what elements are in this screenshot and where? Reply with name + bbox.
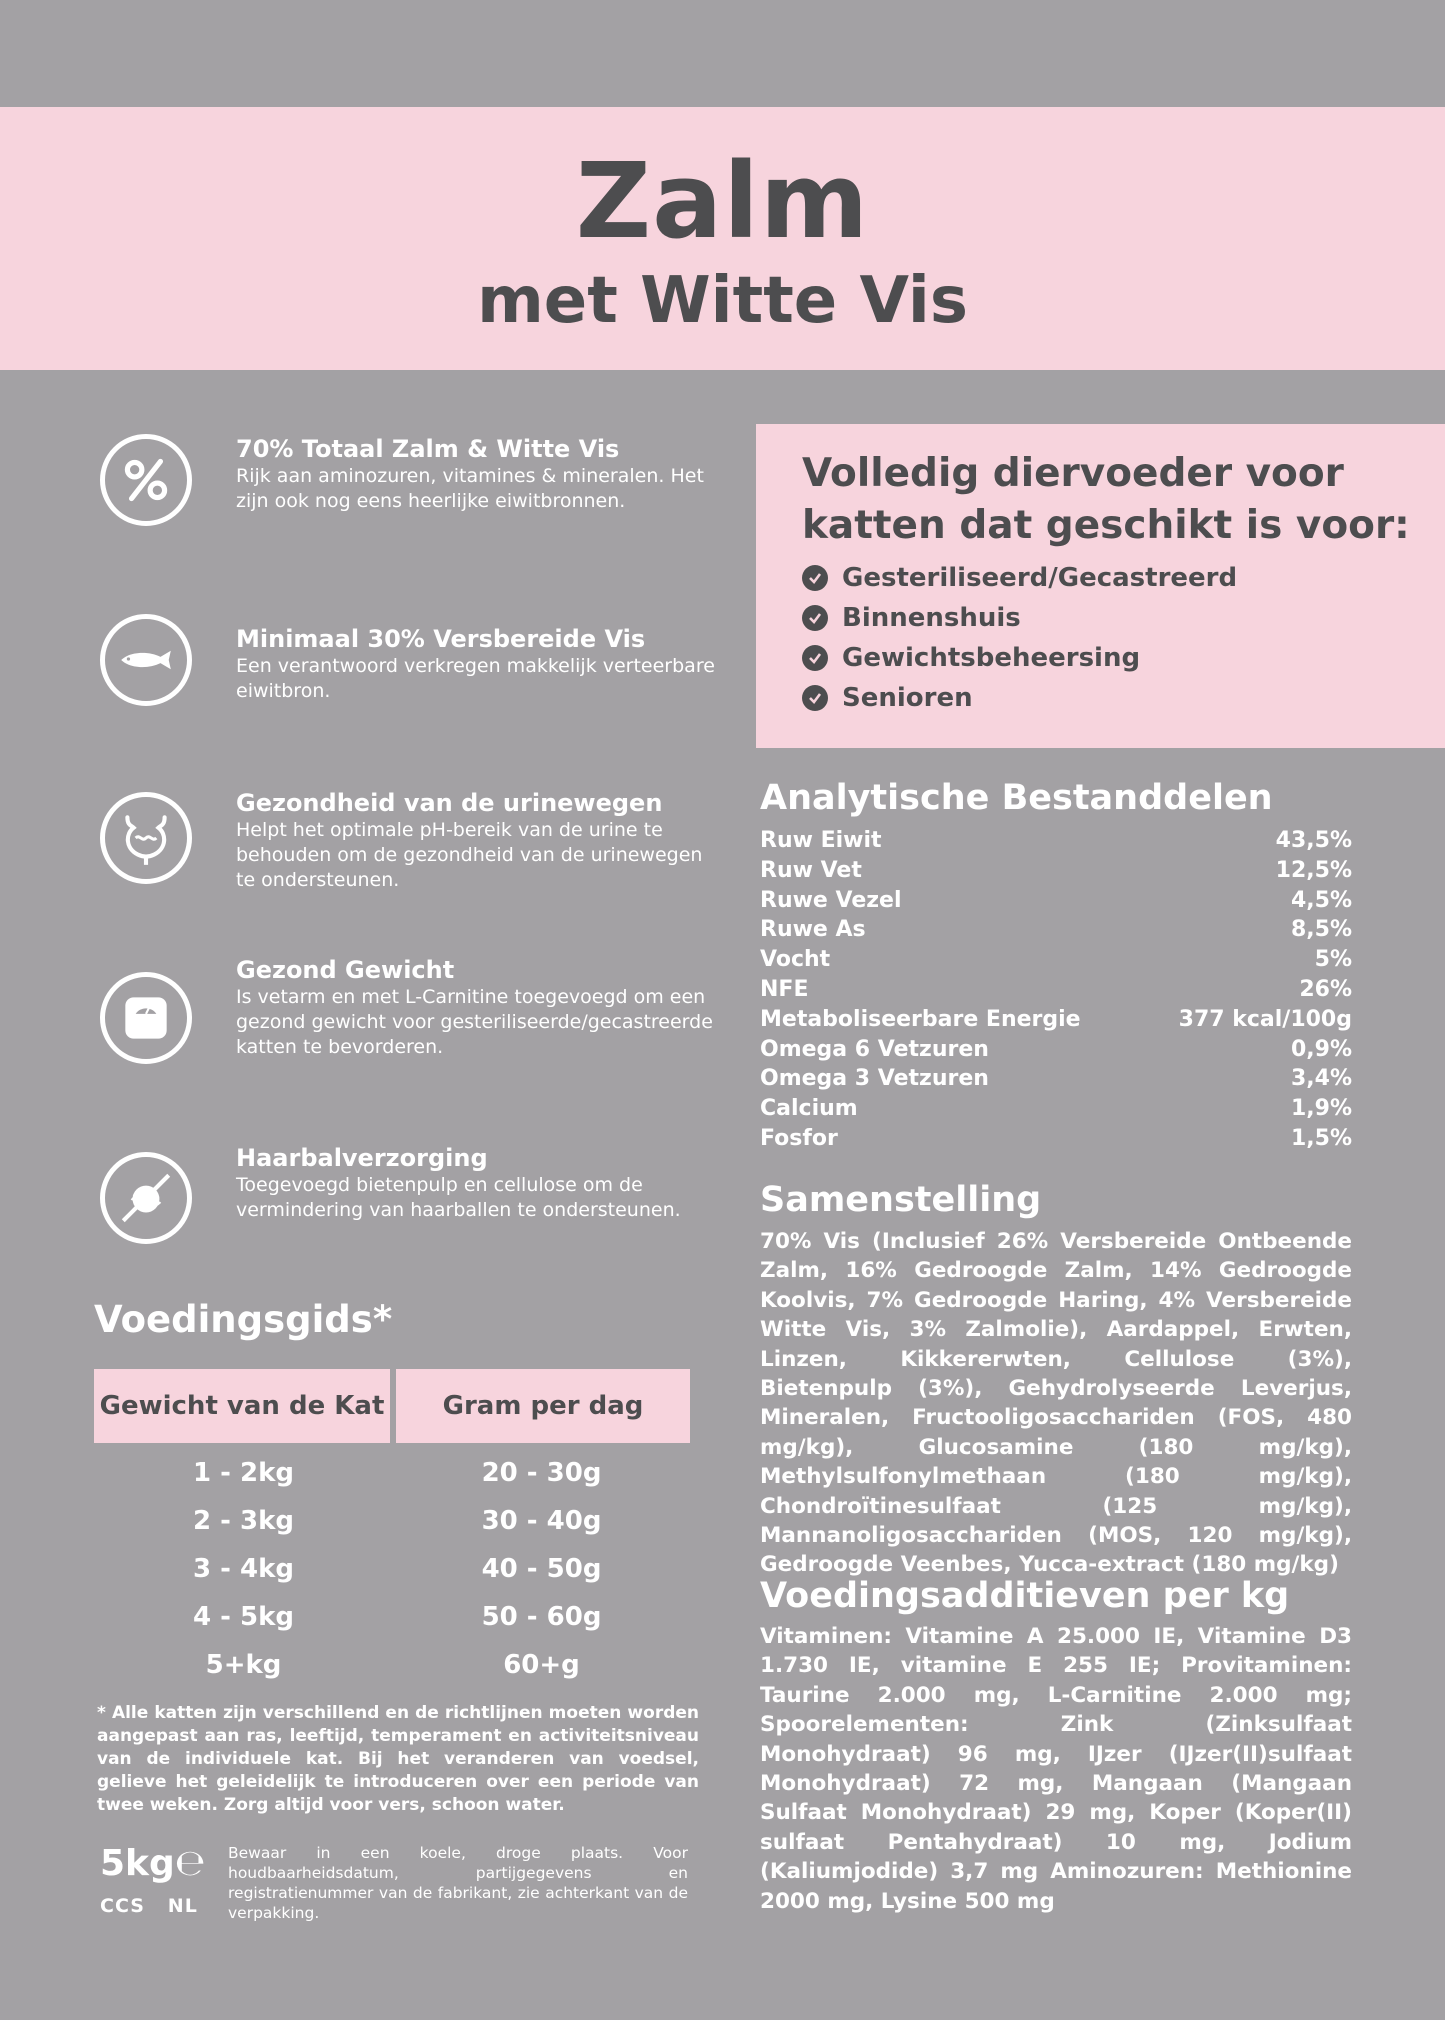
title-banner [0, 107, 1445, 370]
nutrient-value: 3,4% [1290, 1066, 1352, 1092]
feeding-table [94, 1369, 690, 1689]
grams-per-day: 20 - 30g [481, 1458, 602, 1488]
table-row [760, 1064, 1352, 1094]
grams-per-day: 50 - 60g [481, 1602, 602, 1632]
weight-value: 5kg [100, 1843, 175, 1884]
table-row [94, 1641, 690, 1689]
table-row [760, 856, 1352, 886]
suitable-item: Binnenshuis [842, 603, 1021, 633]
nutrient-value: 8,5% [1290, 917, 1352, 943]
nutrient-value: 43,5% [1275, 828, 1352, 853]
nutrient-name: Fosfor [760, 1125, 838, 1151]
cat-weight: 3 - 4kg [193, 1554, 294, 1584]
language-codes [100, 1895, 198, 1917]
table-row [94, 1443, 690, 1497]
bladder-icon [100, 792, 192, 884]
suitable-item: Senioren [842, 683, 973, 713]
nutrient-value: 4,5% [1290, 887, 1352, 913]
product-subtitle: met Witte Vis [477, 264, 968, 338]
nutrient-value: 1,9% [1290, 1096, 1352, 1122]
percent-icon [100, 434, 192, 526]
check-icon [802, 605, 828, 631]
table-row [94, 1593, 690, 1641]
check-icon [802, 645, 828, 671]
product-title: Zalm [575, 140, 870, 262]
table-row [760, 1094, 1352, 1124]
nutrient-name: Metaboliseerbare Energie [760, 1006, 1081, 1032]
table-row [760, 1035, 1352, 1065]
feature-description: Een verantwoord verkregen makkelijk verteerbare eiwitbron. [236, 655, 715, 702]
grams-per-day: 60+g [503, 1650, 580, 1680]
composition-text: 70% Vis (Inclusief 26% Versbereide Ontbeende Zalm, 16% Gedroogde Zalm, 14% Gedroogde Koolvis, 7% Gedroogde Haring, 4% Versbereide Witte Vis, 3% Zalmolie), Aardappel, Erwten, Linzen, Kikkererwten, Cellulose (3%), Bietenpulp (3%), Gehydrolyseerde Leverjus, Mineralen, Fructooligosacchariden (FOS, 480 mg/kg), Glucosamine (180 mg/kg), Methylsulfonylmethaan (180 mg/kg), Chondroïtinesulfaat (125 mg/kg), Mannanoligosacchariden (MOS, 120 mg/kg), Gedroogde Veenbes, Yucca-extract (180 mg/kg) [760, 1229, 1352, 1578]
nutrient-value: 12,5% [1275, 857, 1352, 883]
column-header-grams: Gram per dag [393, 1369, 690, 1443]
feature-description: Toegevoegd bietenpulp en cellulose om de vermindering van haarballen te ondersteunen. [236, 1174, 681, 1221]
analytical-table [760, 826, 1352, 1154]
table-row [760, 975, 1352, 1005]
feeding-note: * Alle katten zijn verschillend en de richtlijnen moeten worden aangepast aan ras, leeftijd, temperament en activiteitsniveau van de individuele kat. Bij het veranderen van voedsel, gelieve het geleidelijk te introduceren over een periode van twee weken. Zorg altijd voor vers, schoon water. [97, 1703, 699, 1815]
feature-title: Gezondheid van de urinewegen [236, 789, 663, 817]
table-row [94, 1497, 690, 1545]
grams-per-day: 40 - 50g [481, 1554, 602, 1584]
table-row [760, 945, 1352, 975]
estimated-sign: ℮ [174, 1843, 206, 1884]
feature-description: Rijk aan aminozuren, vitamines & mineralen. Het zijn ook nog eens heerlijke eiwitbronnen. [236, 465, 704, 512]
nutrient-name: Calcium [760, 1096, 858, 1122]
additives-heading: Voedingsadditieven per kg [760, 1576, 1290, 1616]
nutrient-name: Ruwe As [760, 917, 866, 943]
table-row [760, 886, 1352, 916]
cat-weight: 5+kg [205, 1650, 282, 1680]
storage-instructions: Bewaar in een koele, droge plaats. Voor houdbaarheidsdatum, partijgegevens en registratienummer van de fabrikant, zie achterkant van de verpakking. [228, 1844, 688, 1922]
feature-description: Helpt het optimale pH-bereik van de urine te behouden om de gezondheid van de urinewegen te ondersteunen. [236, 819, 703, 891]
nutrient-value: 5% [1314, 947, 1352, 973]
nutrient-name: Ruw Eiwit [760, 828, 882, 853]
table-row [94, 1545, 690, 1593]
nutrient-value: 1,5% [1290, 1125, 1352, 1151]
check-icon [802, 685, 828, 711]
nl-label: NL [167, 1895, 198, 1917]
list-item [802, 598, 1237, 638]
table-row [760, 826, 1352, 856]
nutrient-value: 377 kcal/100g [1178, 1006, 1352, 1032]
cat-weight: 2 - 3kg [193, 1506, 294, 1536]
nutrient-name: Omega 6 Vetzuren [760, 1036, 989, 1062]
list-item [802, 678, 1237, 718]
composition-heading: Samenstelling [760, 1180, 1042, 1220]
feature-title: Haarbalverzorging [236, 1144, 488, 1172]
cat-weight: 4 - 5kg [193, 1602, 294, 1632]
scale-icon [100, 972, 192, 1064]
suitable-for-box [756, 424, 1445, 748]
nutrient-name: Ruw Vet [760, 857, 862, 883]
table-row [760, 915, 1352, 945]
ccs-label: CCS [100, 1895, 145, 1917]
additives-text: Vitaminen: Vitamine A 25.000 IE, Vitamine D3 1.730 IE, vitamine E 255 IE; Provitaminen: Taurine 2.000 mg, L-Carnitine 2.000 mg; Spoorelementen: Zink (Zinksulfaat Monohydraat) 96 mg, IJzer (IJzer(II)sulfaat Monohydraat) 72 mg, Mangaan (Mangaan Sulfaat Monohydraat) 29 mg, Koper (Koper(II) sulfaat Pentahydraat) 10 mg, Jodium (Kaliumjodide) 3,7 mg Aminozuren: Methionine 2000 mg, Lysine 500 mg [760, 1624, 1352, 1914]
list-item [802, 558, 1237, 598]
nutrient-value: 26% [1299, 976, 1352, 1002]
suitable-item: Gewichtsbeheersing [842, 643, 1141, 673]
net-weight [100, 1843, 206, 1884]
analytical-heading: Analytische Bestanddelen [760, 778, 1273, 818]
column-header-weight: Gewicht van de Kat [94, 1369, 393, 1443]
feeding-guide-heading: Voedingsgids* [94, 1298, 393, 1341]
feature-description: Is vetarm en met L-Carnitine toegevoegd om een gezond gewicht voor gesteriliseerde/gecastreerde katten te bevorderen. [236, 986, 713, 1058]
feature-title: Minimaal 30% Versbereide Vis [236, 625, 646, 653]
suitable-item: Gesteriliseerd/Gecastreerd [842, 563, 1238, 593]
nutrient-value: 0,9% [1290, 1036, 1352, 1062]
table-row [760, 1124, 1352, 1154]
feature-title: Gezond Gewicht [236, 956, 455, 984]
check-icon [802, 565, 828, 591]
list-item [802, 638, 1237, 678]
grams-per-day: 30 - 40g [481, 1506, 602, 1536]
nutrient-name: Omega 3 Vetzuren [760, 1066, 989, 1092]
cat-weight: 1 - 2kg [193, 1458, 294, 1488]
nutrient-name: Vocht [760, 947, 831, 973]
nutrient-name: Ruwe Vezel [760, 887, 902, 913]
no-hairball-icon [100, 1152, 192, 1244]
nutrient-name: NFE [760, 976, 809, 1002]
fish-icon [100, 614, 192, 706]
suitable-title: Volledig diervoeder voor katten dat geschikt is voor: [802, 451, 1410, 548]
table-row [760, 1005, 1352, 1035]
feature-title: 70% Totaal Zalm & Witte Vis [236, 435, 620, 463]
